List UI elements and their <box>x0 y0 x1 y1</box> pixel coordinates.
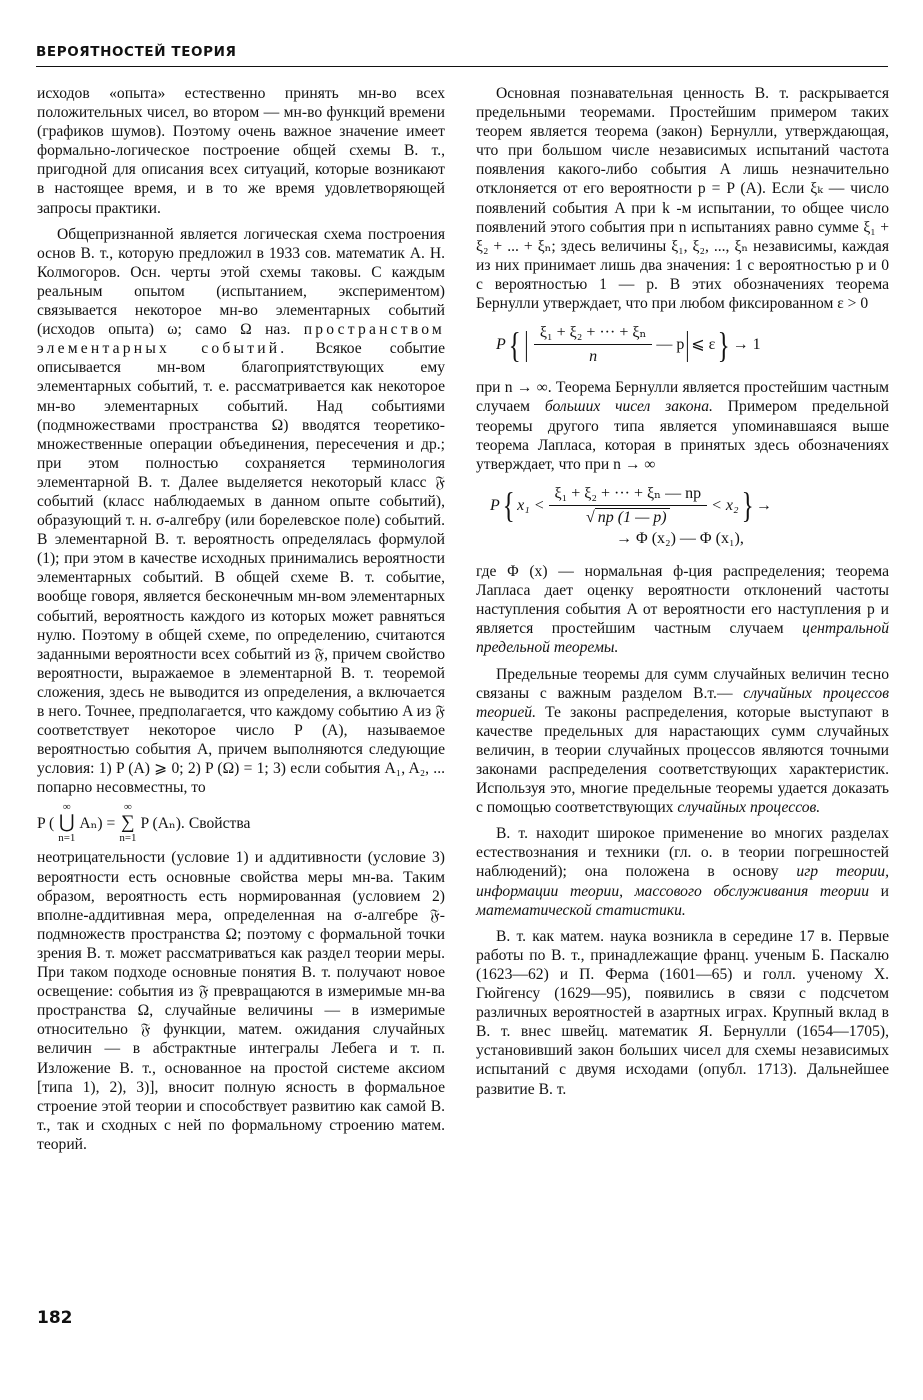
laplace-left-brace: { <box>502 485 515 526</box>
abs-bar-left: | <box>524 325 529 363</box>
right-column <box>476 84 889 1106</box>
union-bottom: n=1 <box>58 832 76 845</box>
laplace-radicand: np (1 — p) <box>595 508 670 526</box>
left-column <box>37 84 445 1161</box>
right-paragraph-6: В. т. как матем. наука возникла в середине 17 в. Первые работы по В. т., принадлежащие франц. ученым Б. Паскалю (1623—62) и П. Ферма (1601—65) и голл. ученому Х. Гюйгенсу (1629—95), появились в связи с подсчетом различных вероятностей в азартных играх. Крупный вклад в В. т. внес швейц. математик Я. Бернулли (1654—1705), установивший закон больших чисел для схемы независимых испытаний с двумя исходами (опубл. 1713). Дальнейшее развитие В. т. <box>476 927 889 1098</box>
sum-bottom: n=1 <box>119 832 137 845</box>
left-paragraph-2-text-a: Общепризнанной является логическая схема построения основ В. т., которую предложил в 1933 сов. математик А. Н. Колмогоров. Осн. черты этой схемы таковы. С каждым реальным опытом (испытанием, экспериментом) связывается некоторое мн-во элементарных событий (исходов опыта) ω; само Ω наз. <box>37 225 445 339</box>
spaced-term: пространством элементарных событий. <box>37 321 445 358</box>
right-paragraph-5 <box>476 824 889 919</box>
right-paragraph-4-text-b: Те законы распределения, которые выступают в качестве предельных для нарастающих сумм случайных величин, в теории случайных процессов являются точными законами распределения соответствующих характеристик. Используя это, многие предельные теоремы удается доказать с помощью соответствующих <box>476 703 889 817</box>
right-paragraph-5-text: В. т. находит широкое применение во многих разделах естествознания и техники (гл. о. в теории погрешностей наблюдений); она положена в основу <box>476 825 889 881</box>
right-paragraph-4 <box>476 665 889 818</box>
term-information-theory: информации теории, <box>476 882 624 900</box>
right-paragraph-2-text-b: Примером предельной теоремы другого типа является упоминавшаяся выше теорема Лапласа, которая в принятых здесь обозначениях утверждает, что при n → ∞ <box>476 398 890 473</box>
running-head: ВЕРОЯТНОСТЕЙ ТЕОРИЯ <box>36 44 237 60</box>
right-paragraph-3-text: где Φ (x) — нормальная ф-ция распределения; теорема Лапласа дает оценку вероятности отклонений частоты наступления события A от вероятности его наступления p и является простейшим частным случаем <box>476 563 889 638</box>
abs-bar-right: | <box>685 325 690 363</box>
union-symbol: ⋃ <box>59 812 75 834</box>
bernoulli-denominator: n <box>589 348 598 366</box>
sum-operator <box>119 802 136 844</box>
sum-symbol: ∑ <box>121 812 135 834</box>
bernoulli-formula <box>476 323 889 366</box>
left-paragraph-3: неотрицательности (условие 1) и аддитивности (условие 3) вероятности есть основные свойства меры мн-ва. Таким образом, вероятность есть нормированная (условием 2) вполне-аддитивная мера, определенная на σ-алгебре 𝔉-подмножеств пространства Ω; поэтому с формальной точки зрения В. т. может рассматриваться как раздел теории меры. При таком подходе основные понятия В. т. получают новое освещение: события из 𝔉 превращаются в измеримые мн-ва пространства Ω, случайные величины — в измеримые относительно 𝔉 функции, матем. ожидания случайных величин — в абстрактные интегралы Лебега и т. п. Изложение В. т., основанное на простой системе аксиом [типа 1), 2), 3)], вносит полную ясность в формальное строение этой теории и способствует развитию как самой В. т., так и сходных с ней по формальному строению матем. теорий. <box>37 849 445 1153</box>
laplace-P: P <box>490 496 500 514</box>
left-brace: { <box>508 324 521 365</box>
laplace-arrow: → <box>755 496 772 514</box>
laplace-fraction <box>549 484 708 527</box>
laplace-x2: < x₂ <box>711 496 739 514</box>
right-brace: } <box>717 324 731 365</box>
bernoulli-limit: → 1 <box>732 336 761 354</box>
bernoulli-minus-p: — p <box>656 336 685 354</box>
sum-top: ∞ <box>124 801 132 814</box>
term-random-processes: случайных процессов. <box>677 799 821 817</box>
left-paragraph-2 <box>37 225 445 798</box>
right-paragraph-4-text-a: Предельные теоремы для сумм случайных величин тесно связаны с важным разделом В.т.— <box>476 665 889 702</box>
right-paragraph-2-text-a: при n → ∞. Теорема Бернулли является простейшим частным случаем <box>476 379 889 416</box>
term-game-theory: игр теории, <box>796 863 889 881</box>
union-top: ∞ <box>62 801 71 814</box>
laplace-denominator <box>586 506 670 527</box>
term-large-numbers-law: больших чисел закона. <box>544 398 713 416</box>
laplace-numerator: ξ₁ + ξ₂ + ··· + ξₙ — np <box>549 484 708 506</box>
right-paragraph-5-and: и <box>880 882 889 900</box>
sum-lhs: P ( <box>37 814 55 832</box>
laplace-x1: x₁ < <box>517 496 545 514</box>
term-random-processes-theory: случайных процессов теорией. <box>476 684 890 721</box>
right-paragraph-1: Основная познавательная ценность В. т. раскрывается предельными теоремами. Простейшим примером таких теорем является теорема (закон) Бернулли, утверждающая, что при большом числе независимых испытаний частота появления какого-либо события A лишь незначительно отклоняется от его вероятности p = P (A). Если ξₖ — число появлений события A при k -м испытании, то общее число появлений этого события при n испытаниях равно сумме ξ₁ + ξ₂ + ... + ξₙ; здесь величины ξ₁, ξ₂, ..., ξₙ независимы, каждая из них принимает лишь два значения: 1 с вероятностью p и 0 с вероятностью 1 — p. В этих обозначениях теорема Бернулли утверждает, что при любом фиксированном ε > 0 <box>476 85 889 313</box>
sum-formula-line <box>37 802 445 844</box>
left-paragraph-1: исходов «опыта» естественно принять мн-во всех положительных чисел, во втором — мн-во функций времени (графиков шумов). Поэтому очень важное значение имеет формально-логическое построение общей схемы В. т., пригодной для описания всех ситуаций, которые возникают в настоящее время, и в то же время удовлетворяющей запросы практики. <box>37 85 445 217</box>
sum-rhs-arg: P (Aₙ). <box>140 814 185 832</box>
laplace-formula <box>476 484 889 527</box>
left-paragraph-2-text-b: Всякое событие описывается мн-вом благоприятствующих ему элементарных событий, т. е. рассматривается как некоторое мн-во элементарных событий. Над событиями (подмножествами пространства Ω) вводятся теоретико-множественные операции объединения, пересечения и др.; при этом полностью сохраняется терминология элементарной В. т. Далее выделяется некоторый класс 𝔉 событий (класс наблюдаемых в данном опыте событий), образующий т. н. σ-алгебру (или борелевское поле) событий. В элементарной В. т. вероятность определялась формулой (1); при этом в качестве исходных принимались вероятности элементарных событий. В общей схеме В. т. событие, вообще говоря, является бесконечным мн-вом элементарных событий, вероятность каждого из которых может равняться нулю. Поэтому в общей схеме, по определению, считаются заданными вероятности всех событий из 𝔉, причем свойство вероятности, выражаемое в элементарной В. т. теоремой сложения, здесь не выводится из определения, а включается в него. Точнее, предполагается, что каждому событию A из 𝔉 соответствует некоторое число P (A), называемое вероятностью события A, причем выполняются следующие условия: 1) P (A) ⩾ 0; 2) P (Ω) = 1; 3) если события A₁, A₂, ... попарно несовместны, то <box>37 340 445 797</box>
bernoulli-P: P <box>496 336 506 354</box>
page-number: 182 <box>37 1308 73 1328</box>
term-queueing-theory: массового обслуживания теории <box>634 882 870 900</box>
term-central-limit-theorem: центральной предельной теоремы. <box>476 620 889 657</box>
bernoulli-numerator: ξ₁ + ξ₂ + ··· + ξₙ <box>534 323 653 345</box>
sum-tail: Свойства <box>188 814 251 832</box>
laplace-right-brace: } <box>741 485 754 526</box>
sum-lhs-arg: Aₙ) = <box>79 814 116 832</box>
header-rule <box>36 66 888 67</box>
right-paragraph-2 <box>476 378 889 473</box>
sqrt-sign: √ <box>585 508 595 526</box>
bernoulli-fraction <box>534 323 653 366</box>
union-operator <box>58 802 75 844</box>
bernoulli-condition: ⩽ ε <box>691 336 716 354</box>
right-paragraph-3 <box>476 562 889 657</box>
laplace-formula-line-2: → Φ (x₂) — Φ (x₁), <box>616 529 744 547</box>
term-mathematical-statistics: математической статистики. <box>476 901 686 919</box>
sum-formula <box>37 802 250 844</box>
